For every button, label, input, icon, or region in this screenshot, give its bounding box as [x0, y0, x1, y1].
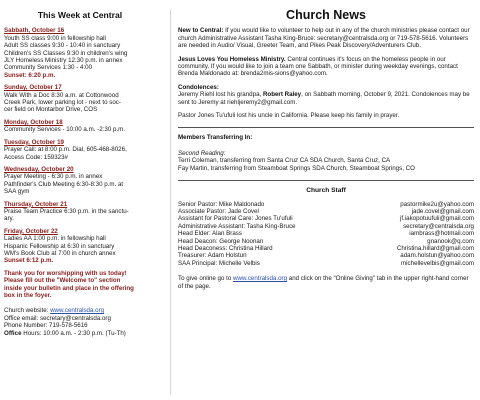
event-line: Access Code: 159323#	[4, 153, 68, 161]
event-line: Prayer Meeting - 6:30 p.m. in annex	[4, 173, 103, 181]
this-week-column	[4, 12, 164, 337]
staff-role: SAA Principal: Michelle Velbis	[178, 259, 260, 267]
office-email: Office email: secretary@centralsda.org	[4, 314, 111, 322]
sunset-time: Sunset 6:12 p.m.	[4, 257, 54, 265]
event-line: Children's SS Classes 9:30 in children's wing	[4, 49, 128, 57]
condolences-name: Robert Raley	[262, 91, 302, 99]
schedule-list	[4, 27, 164, 264]
office-hours-text: Hours: 10:00 a.m. - 2:30 p.m. (Tu-Th)	[21, 329, 126, 337]
this-week-title: This Week at Central	[37, 10, 123, 20]
day-heading: Sabbath, October 16	[4, 27, 65, 35]
event-line: WM's Book Club at 7:00 in church annex	[4, 249, 116, 257]
office-hours-label: Office	[4, 329, 22, 337]
staff-email[interactable]: jf.iakopotuufuli@gmail.com	[399, 215, 474, 223]
event-line: Youth SS class 9:00 in fellowship hall	[4, 34, 106, 42]
event-line: Adult SS classes 9:30 - 10:40 in sanctuary	[4, 42, 121, 50]
event-line: Walk With a Doc 8:30 a.m. at Cottonwood	[4, 91, 119, 99]
day-block	[4, 27, 164, 79]
new-to-central-paragraph	[178, 27, 474, 49]
staff-row	[178, 245, 474, 252]
day-heading: Sunday, October 17	[4, 84, 62, 92]
event-line: Community Services 1:30 - 4:00	[4, 64, 93, 72]
section-divider	[178, 127, 474, 128]
staff-row	[178, 208, 474, 215]
welcome-message	[4, 270, 164, 300]
website-link[interactable]: www.centralsda.org	[50, 307, 105, 315]
giving-website-link[interactable]: www.centralsda.org	[233, 275, 288, 283]
day-block	[4, 201, 164, 223]
church-news-column	[178, 8, 474, 290]
homeless-ministry-text: Central continues it's focus on the homeless people in our community. If you would like to join a team one Sabbath, or minister during weekday evenings, contact Brenda Maldonado at: brenda2mis-sions@yahoo.com.	[178, 55, 458, 78]
new-to-central-text: If you would like to volunteer to help out in any of the church ministries please contact our church Administrative Assistant Tasha King-Bruce: secretary@centralsda.org or 719-578-5616. Volunteers are needed in Audio/ Visual, Greeter Team, and Pikes Peak Discovery/Adventurers Club.	[178, 27, 470, 50]
second-reading-label: Second Reading:	[178, 149, 226, 157]
staff-email[interactable]: michellevelbis@gmail.com	[401, 259, 474, 267]
condolences-label: Condolences:	[178, 83, 219, 91]
staff-role: Assistant for Pastoral Care: Jones Tu'ufuli	[178, 215, 293, 223]
staff-role: Head Elder: Alan Brass	[178, 230, 242, 238]
event-line: Community Services - 10:00 a.m. -2:30 p.m.	[4, 126, 126, 134]
event-line: cer field on Montarbor Drive, COS	[4, 106, 98, 114]
event-line: Pathfinder's Club Meeting 6:30-8:30 p.m. at	[4, 180, 124, 188]
staff-email[interactable]: secretary@centralsda.org	[403, 222, 474, 230]
staff-role: Associate Pastor: Jade Covel	[178, 207, 259, 215]
welcome-line: Please fill out the "Welcome to" section	[4, 277, 121, 285]
transfer-item: Fay Martin, transferring from Steamboat Springs SDA Church, Steamboat Springs, CO	[178, 164, 415, 172]
homeless-ministry-paragraph	[178, 56, 474, 78]
sunset-time: Sunset: 6:20 p.m.	[4, 71, 56, 79]
staff-row	[178, 215, 474, 222]
staff-role: Treasurer: Adam Holstun	[178, 252, 247, 260]
staff-list	[178, 201, 474, 268]
members-transferring-title: Members Transferring In:	[178, 134, 253, 142]
day-block	[4, 119, 164, 134]
new-to-central-label: New to Central:	[178, 27, 224, 35]
event-line: Creek Park, lower parking lot - next to soc-	[4, 99, 121, 107]
day-block	[4, 228, 164, 265]
event-line: Praise Team Practice 6:30 p.m. in the sanctu-	[4, 207, 129, 215]
staff-role: Administrative Assistant: Tasha King-Bruce	[178, 222, 296, 230]
staff-email[interactable]: adam.holstun@yahoo.com	[400, 252, 474, 260]
staff-role: Senior Pastor: Mike Maldonado	[178, 200, 265, 208]
giving-text-2: and click on the "Online Giving" tab in the upper right-hand corner of the page.	[178, 275, 469, 290]
staff-row	[178, 230, 474, 237]
staff-role: Head Deaconess: Christina Hillard	[178, 244, 273, 252]
staff-email[interactable]: pastormike2u@yahoo.com	[400, 200, 474, 208]
church-staff-title: Church Staff	[306, 187, 346, 195]
day-heading: Monday, October 18	[4, 118, 63, 126]
staff-email[interactable]: iambrass@hotmail.com	[409, 230, 474, 238]
event-line: Prayer Call: at 8:00 p.m. Dial, 605-468-8026,	[4, 146, 127, 154]
church-news-title: Church News	[286, 8, 366, 22]
phone-number: Phone Number: 719-578-5616	[4, 322, 88, 330]
staff-row	[178, 238, 474, 245]
staff-email[interactable]: jade.covel@gmail.com	[411, 207, 474, 215]
office-hours	[4, 330, 164, 337]
online-giving-paragraph	[178, 275, 474, 290]
column-divider	[170, 10, 171, 395]
transfer-item: Terri Coleman, transferring from Santa Cruz CA SDA Church, Santa Cruz, CA	[178, 157, 391, 165]
pastor-paragraph: Pastor Jones Tu'ufuli lost his uncle in California. Please keep his family in prayer.	[178, 112, 400, 120]
welcome-line: inside your bulletin and place in the offering	[4, 284, 134, 292]
condolences-text-2: , on Sabbath morning, October 9, 2021. Condolences may be sent to Jeremy at riehljeremy2@gmail.com.	[178, 91, 470, 106]
website-line	[4, 307, 164, 314]
day-block	[4, 84, 164, 114]
event-line: Hispanic Fellowship at 6:30 in sanctuary	[4, 242, 115, 250]
condolences-paragraph	[178, 84, 474, 106]
website-label: Church website:	[4, 307, 51, 315]
day-heading: Wednesday, October 20	[4, 165, 74, 173]
welcome-line: box in the foyer.	[4, 292, 52, 299]
staff-row	[178, 252, 474, 259]
section-divider	[178, 180, 474, 181]
contact-info	[4, 307, 164, 337]
event-line: ary.	[4, 215, 14, 223]
giving-text: To give online go to	[178, 275, 234, 283]
staff-email[interactable]: gnanook@q.com	[427, 237, 474, 245]
day-heading: Tuesday, October 19	[4, 138, 64, 146]
homeless-ministry-label: Jesus Loves You Homeless Ministry.	[178, 55, 286, 63]
day-heading: Thursday, October 21	[4, 200, 68, 208]
event-line: Ladies AA 1:00 p.m. in fellowship hall	[4, 235, 106, 243]
event-line: JLY Homeless Ministry 12:30 p.m. in annex	[4, 57, 123, 65]
staff-row	[178, 260, 474, 267]
day-block	[4, 139, 164, 161]
staff-email[interactable]: Christina.hillard@gmail.com	[396, 244, 474, 252]
condolences-text: Jeremy Riehl lost his grandpa,	[178, 91, 263, 99]
day-heading: Friday, October 22	[4, 227, 58, 235]
event-line: SAA gym	[4, 188, 30, 196]
welcome-line: Thank you for worshipping with us today!	[4, 269, 127, 277]
staff-role: Head Deacon: George Noonan	[178, 237, 264, 245]
staff-row	[178, 223, 474, 230]
day-block	[4, 166, 164, 196]
staff-row	[178, 201, 474, 208]
